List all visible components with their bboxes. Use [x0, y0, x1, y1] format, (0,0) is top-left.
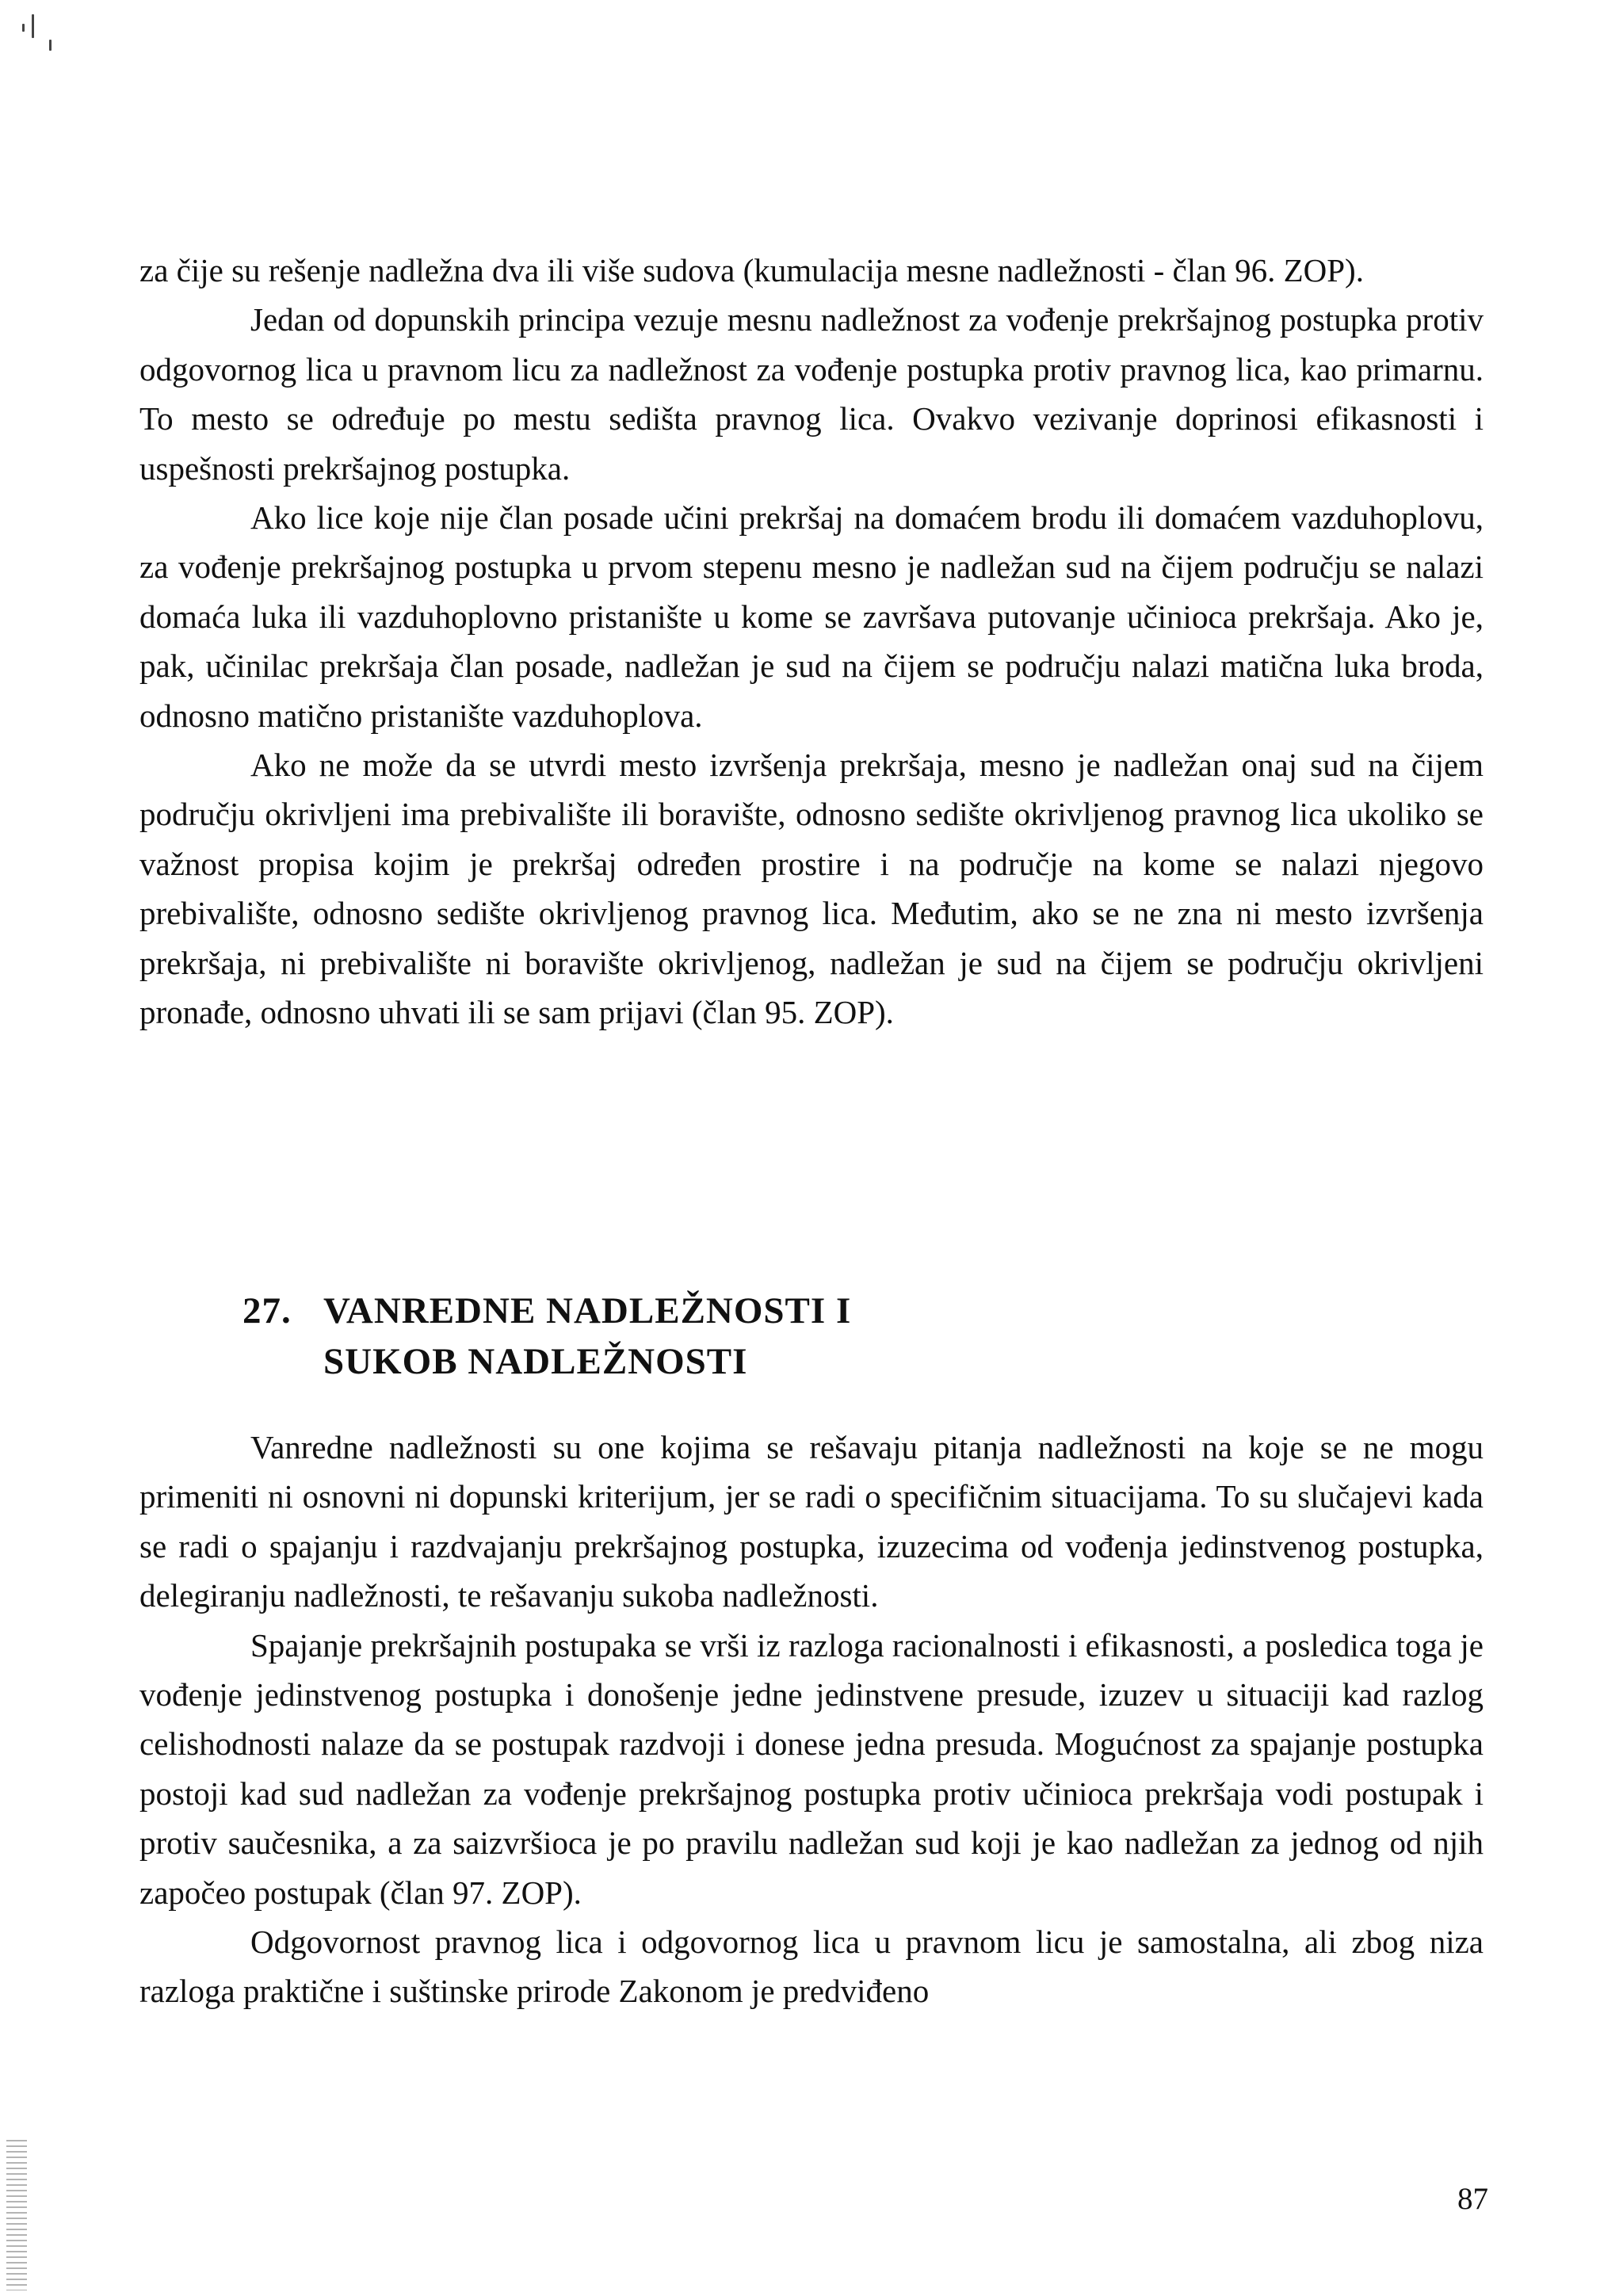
paragraph: Odgovornost pravnog lica i odgovornog lica u pravnom licu je samostalna, ali zbog niza razloga praktične i suštinske prirode Zakonom je predviđeno: [139, 1924, 1484, 2010]
section-title-line-2: SUKOB NADLEŽNOSTI: [323, 1341, 748, 1382]
scan-speck: [32, 14, 34, 38]
paragraph: Ako lice koje nije član posade učini prekršaj na domaćem brodu ili domaćem vazduhoplovu, za vođenje prekršajnog postupka u prvom stepenu mesno je nadležan sud na čijem području se nalazi domaća luka ili vazduhoplovno pristanište u kome se završava putovanje učinioca prekršaja. Ako je, pak, učinilac prekršaja član posade, nadležan je sud na čijem se području nalazi matična luka broda, odnosno matično pristanište vazduhoplova.: [139, 499, 1484, 734]
paragraph: za čije su rešenje nadležna dva ili više sudova (kumulacija mesne nadležnosti - član 96. ZOP).: [139, 252, 1364, 288]
scan-speck: [22, 24, 25, 32]
scan-speck: [49, 40, 52, 51]
body-text-top: [139, 246, 1484, 1037]
page-number: 87: [1457, 2182, 1488, 2216]
body-text-bottom: [139, 1423, 1484, 2016]
section-title-line-1: VANREDNE NADLEŽNOSTI I: [323, 1290, 852, 1331]
section-heading: [242, 1286, 1431, 1387]
paragraph: Spajanje prekršajnih postupaka se vrši iz razloga racionalnosti i efikasnosti, a posledica toga je vođenje jedinstvenog postupka i donošenje jedne jedinstvene presude, izuzev u situaciji kad razlog celishodnosti nalaze da se postupak razdvoji i donese jedna presuda. Mogućnost za spajanje postupka postoji kad sud nadležan za vođenje prekršajnog postupka protiv učinioca prekršaja vodi postupak i protiv saučesnika, a za saizvršioca je po pravilu nadležan sud koji je kao nadležan za jednog od njih započeo postupak (član 97. ZOP).: [139, 1626, 1484, 1911]
section-number: 27.: [242, 1290, 292, 1331]
paragraph: Vanredne nadležnosti su one kojima se rešavaju pitanja nadležnosti na koje se ne mogu primeniti ni osnovni ni dopunski kriterijum, jer se radi o specifičnim situacijama. To su slučajevi kada se radi o spajanju i razdvajanju prekršajnog postupka, izuzecima od vođenja jedinstvenog postupka, delegiranju nadležnosti, te rešavanju sukoba nadležnosti.: [139, 1429, 1484, 1614]
scan-edge-noise: [6, 2140, 27, 2290]
paragraph: Ako ne može da se utvrdi mesto izvršenja prekršaja, mesno je nadležan onaj sud na čijem području okrivljeni ima prebivalište ili boravište, odnosno sedište okrivljenog pravnog lica ukoliko se važnost propisa kojim je prekršaj određen prostire i na područje na kome se nalazi njegovo prebivalište, odnosno sedište okrivljenog pravnog lica. Međutim, ako se ne zna ni mesto izvršenja prekršaja, ni prebivalište ni boravište okrivljenog, nadležan je sud na čijem se području okrivljeni pronađe, odnosno uhvati ili se sam prijavi (član 95. ZOP).: [139, 747, 1484, 1031]
paragraph: Jedan od dopunskih principa vezuje mesnu nadležnost za vođenje prekršajnog postupka protiv odgovornog lica u pravnom licu za nadležnost za vođenje postupka protiv pravnog lica, kao primarnu. To mesto se određuje po mestu sedišta pravnog lica. Ovakvo vezivanje doprinosi efikasnosti i uspešnosti prekršajnog postupka.: [139, 301, 1484, 487]
